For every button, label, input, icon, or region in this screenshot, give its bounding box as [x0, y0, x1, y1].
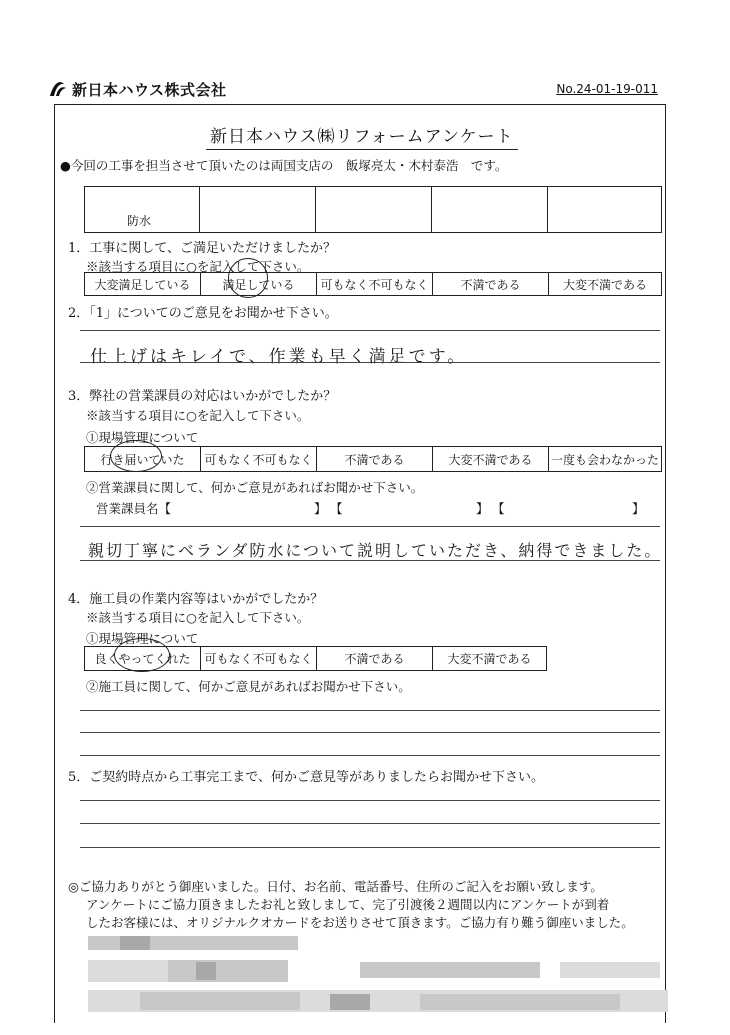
bracket-close: 】 — [314, 501, 327, 516]
redacted-info-block — [88, 960, 168, 982]
q4-note: ※該当する項目に○を記入して下さい。 — [86, 610, 310, 625]
work-item-cell — [200, 187, 316, 232]
q4-sub2: ②施工員に関して、何かご意見があればお聞かせ下さい。 — [86, 679, 411, 694]
work-items-grid — [84, 186, 662, 233]
q3-option[interactable]: 不満である — [317, 447, 433, 471]
q4-option[interactable]: 不満である — [317, 647, 433, 670]
company-logo-mark-icon — [46, 78, 68, 100]
q4-option-selected[interactable]: 良くやってくれた — [85, 647, 201, 670]
bracket-open: 【 — [492, 501, 505, 516]
answer-line — [80, 755, 660, 756]
q3-option[interactable]: 一度も会わなかった — [550, 452, 659, 467]
q1-option[interactable]: 大変満足している — [85, 273, 201, 295]
sales-name-label: 営業課員名【 — [96, 501, 172, 516]
q2-heading: 2．「1」についてのご意見をお聞かせ下さい。 — [68, 306, 338, 321]
q3-option-selected[interactable]: 行き届いていた — [85, 447, 201, 471]
company-name: 新日本ハウス株式会社 — [72, 80, 227, 99]
q1-selection-circle — [228, 258, 268, 298]
redacted-info-block — [360, 962, 540, 978]
answer-line — [80, 800, 660, 801]
q3-note: ※該当する項目に○を記入して下さい。 — [86, 408, 310, 423]
answer-line — [80, 823, 660, 824]
work-item-cell — [316, 187, 432, 232]
redacted-info-block — [330, 994, 370, 1010]
q3-option[interactable]: 可もなく不可もなく — [201, 447, 317, 471]
answer-line — [80, 732, 660, 733]
q1-option[interactable]: 可もなく不可もなく — [317, 273, 433, 295]
work-item-cell — [432, 187, 548, 232]
q3-answer-handwriting: 親切丁寧にベランダ防水について説明していただき、納得できました。 — [88, 541, 663, 560]
bracket-close: 】 — [476, 501, 489, 516]
document-number: No.24-01-19-011 — [556, 82, 658, 96]
q1-options — [84, 272, 662, 296]
q3-sub1: ①現場管理について — [86, 430, 199, 445]
form-title: 新日本ハウス㈱リフォームアンケート — [206, 122, 518, 150]
answer-line — [80, 362, 660, 363]
q1-option-selected[interactable]: 満足している — [201, 273, 317, 295]
q4-heading: 4．施工員の作業内容等はいかがでしたか？ — [68, 592, 324, 607]
answer-line — [80, 560, 660, 561]
q3-selection-circle — [110, 440, 162, 472]
q4-option[interactable]: 大変不満である — [447, 652, 532, 666]
redacted-info-block — [140, 992, 300, 1010]
footer-line-1: ◎ご協力ありがとう御座いました。日付、お名前、電話番号、住所のご記入をお願い致します。 — [68, 879, 603, 894]
redacted-info-block — [168, 960, 288, 982]
intro-text: ●今回の工事を担当させて頂いたのは両国支店の 飯塚亮太・木村泰浩 です。 — [60, 158, 508, 173]
q1-option[interactable]: 大変不満である — [562, 277, 647, 292]
q3-option[interactable]: 大変不満である — [433, 447, 549, 471]
footer-line-3: したお客様には、オリジナルクオカードをお送りさせて頂きます。ご協力有り難う御座いました。 — [86, 915, 634, 930]
answer-line — [80, 847, 660, 848]
q4-sub1: ①現場管理について — [86, 631, 199, 646]
answer-line — [80, 330, 660, 331]
q3-sub2: ②営業課員に関して、何かご意見があればお聞かせ下さい。 — [86, 480, 424, 495]
redacted-info-block — [196, 962, 216, 980]
q1-note: ※該当する項目に○を記入して下さい。 — [86, 259, 310, 274]
q1-option[interactable]: 不満である — [433, 273, 549, 295]
answer-line — [80, 526, 660, 527]
q2-answer-handwriting: 仕上げはキレイで、作業も早く満足です。 — [90, 347, 468, 367]
work-item-cell — [548, 187, 661, 232]
work-item-cell: 防水 — [85, 187, 200, 232]
footer-line-2: アンケートにご協力頂きましたお礼と致しまして、完了引渡後２週間以内にアンケートが到着 — [86, 897, 610, 912]
answer-line — [80, 710, 660, 711]
q3-heading: 3．弊社の営業課員の対応はいかがでしたか？ — [68, 389, 337, 404]
bracket-open: 【 — [330, 501, 343, 516]
q3-options — [84, 446, 662, 472]
q5-heading: 5．ご契約時点から工事完工まで、何かご意見等がありましたらお聞かせ下さい。 — [68, 770, 545, 785]
redacted-info-block — [120, 936, 150, 950]
q4-selection-circle — [114, 638, 170, 672]
redacted-info-block — [560, 962, 660, 978]
q4-option[interactable]: 可もなく不可もなく — [201, 647, 317, 670]
company-logo — [46, 76, 227, 102]
redacted-info-block — [420, 994, 620, 1010]
bracket-close: 】 — [632, 501, 645, 516]
q1-heading: 1．工事に関して、ご満足いただけましたか？ — [68, 241, 337, 256]
